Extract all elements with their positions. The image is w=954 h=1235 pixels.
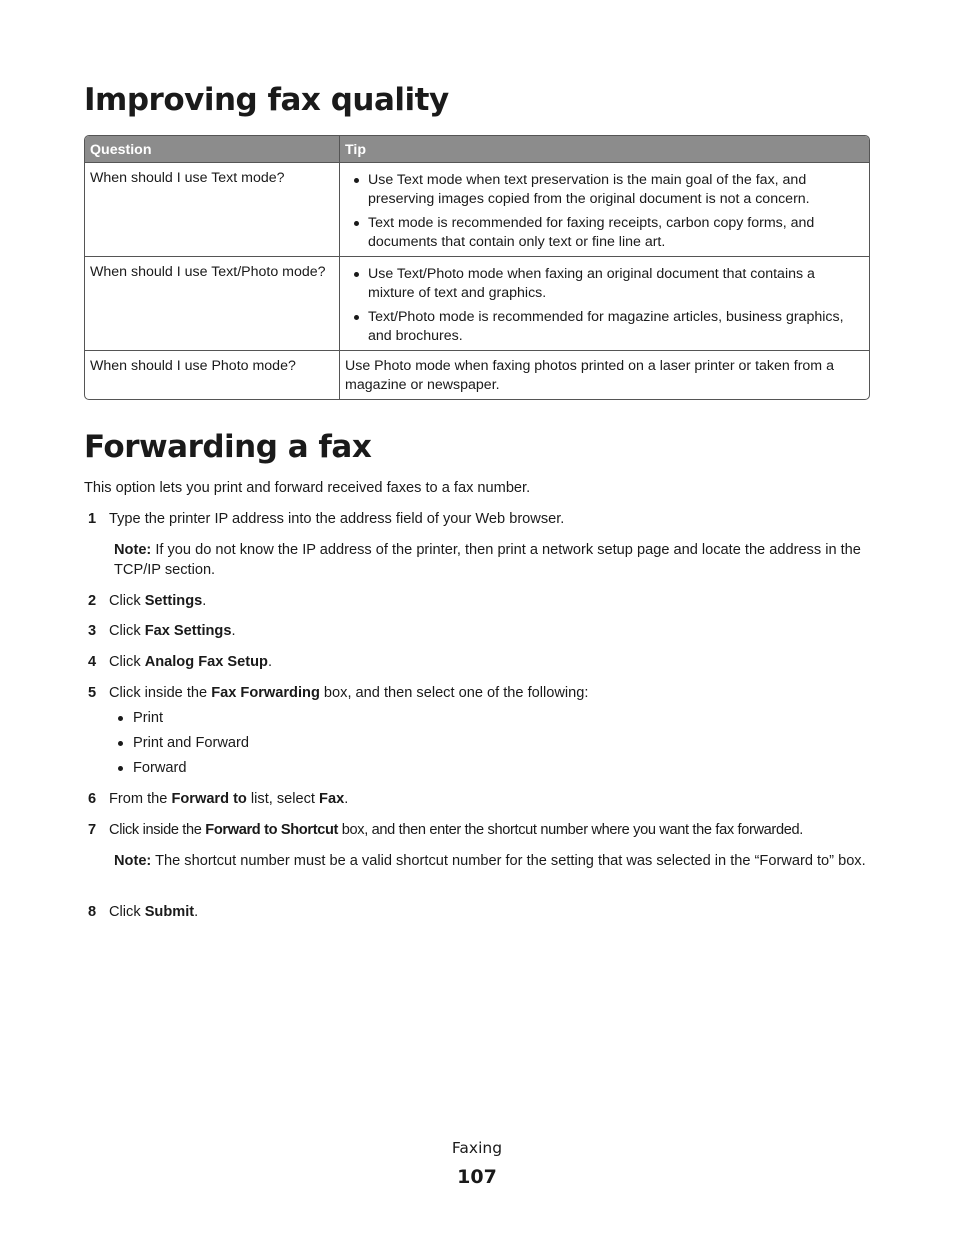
step-text-part: Click	[109, 904, 145, 920]
list-item: Use Text/Photo mode when faxing an original document that contains a mixture of text and graphics.	[345, 265, 863, 303]
step-text-part: From the	[109, 791, 172, 807]
fax-quality-tips-table	[84, 135, 870, 400]
step-text-part: Click	[109, 654, 145, 670]
step-text-part: box, and then select one of the following:	[319, 685, 589, 701]
step-number: 5	[88, 685, 97, 701]
question-cell: When should I use Text/Photo mode?	[85, 256, 339, 350]
section-heading-improving-fax-quality: Improving fax quality	[84, 82, 449, 118]
bullet-icon	[118, 741, 123, 746]
ui-label-fax-forwarding: Fax Forwarding	[211, 685, 320, 701]
step-text-part: Click	[109, 623, 145, 639]
step-text-part: Type the printer IP address into the address field of your Web browser.	[109, 511, 565, 527]
step-text-part: .	[267, 654, 272, 670]
step-text	[109, 591, 869, 611]
step-text-part: Click inside the	[109, 685, 212, 701]
step-text-part: .	[194, 904, 199, 920]
question-cell: When should I use Photo mode?	[85, 350, 339, 399]
footer-section-name: Faxing	[451, 1139, 503, 1157]
ui-label-analog-fax-setup: Analog Fax Setup	[144, 654, 268, 670]
table-header-row	[85, 136, 869, 162]
tip-list	[345, 265, 863, 346]
step-text-part: .	[344, 791, 349, 807]
list-item: Use Text mode when text preservation is the main goal of the fax, and preserving images copied from the original document is not a concern.	[345, 171, 863, 209]
option-print: Print	[133, 710, 164, 726]
ui-label-forward-to-shortcut: Forward to Shortcut	[205, 822, 339, 838]
note-text: If you do not know the IP address of the printer, then print a network setup page and locate the address in the TCP/IP section.	[114, 542, 861, 578]
table-row	[85, 162, 869, 256]
list-item: Text mode is recommended for faxing receipts, carbon copy forms, and documents that contain only text or fine line art.	[345, 214, 863, 252]
note-label: Note:	[114, 853, 152, 869]
option-print-and-forward: Print and Forward	[133, 735, 249, 751]
step-text-part: list, select	[246, 791, 320, 807]
table-row	[85, 350, 869, 399]
bullet-icon	[118, 716, 123, 721]
table-row	[85, 256, 869, 350]
note-ip-address	[114, 540, 870, 580]
list-item: Text/Photo mode is recommended for magazine articles, business graphics, and brochures.	[345, 308, 863, 346]
step-text	[109, 683, 869, 703]
column-header-tip: Tip	[339, 136, 869, 162]
step-text	[109, 621, 869, 641]
ui-label-fax-settings: Fax Settings	[144, 623, 232, 639]
step-text-part: Click	[109, 593, 145, 609]
ui-label-submit: Submit	[144, 904, 195, 920]
column-header-question: Question	[85, 136, 339, 162]
tip-cell	[339, 256, 869, 350]
step-number: 3	[88, 623, 97, 639]
step-text-part: box, and then enter the shortcut number where you want the fax forwarded.	[338, 822, 803, 838]
note-label: Note:	[114, 542, 152, 558]
step-number: 8	[88, 904, 97, 920]
note-text: The shortcut number must be a valid shortcut number for the setting that was selected in the “Forward to” box.	[151, 853, 866, 869]
step-text-part: Click inside the	[109, 822, 206, 838]
step-text-part: .	[202, 593, 207, 609]
question-cell: When should I use Text mode?	[85, 162, 339, 256]
tip-cell	[339, 162, 869, 256]
step-text	[109, 652, 869, 672]
step-text	[109, 789, 869, 809]
step-number: 7	[88, 822, 97, 838]
step-text	[109, 902, 869, 922]
step-text	[109, 820, 869, 840]
step-number: 6	[88, 791, 97, 807]
section-heading-forwarding-a-fax: Forwarding a fax	[84, 429, 372, 465]
bullet-icon	[118, 766, 123, 771]
tip-cell: Use Photo mode when faxing photos printed on a laser printer or taken from a magazine or newspaper.	[339, 350, 869, 399]
option-forward: Forward	[133, 760, 187, 776]
footer-page-number: 107	[457, 1166, 497, 1188]
ui-label-fax: Fax	[319, 791, 345, 807]
note-shortcut-number	[114, 851, 870, 871]
step-text	[109, 509, 869, 529]
ui-label-settings: Settings	[144, 593, 203, 609]
tip-list	[345, 171, 863, 252]
step-number: 1	[88, 511, 97, 527]
step-number: 2	[88, 593, 97, 609]
intro-paragraph: This option lets you print and forward received faxes to a fax number.	[84, 480, 531, 496]
ui-label-forward-to: Forward to	[171, 791, 247, 807]
step-number: 4	[88, 654, 97, 670]
step-text-part: .	[231, 623, 236, 639]
